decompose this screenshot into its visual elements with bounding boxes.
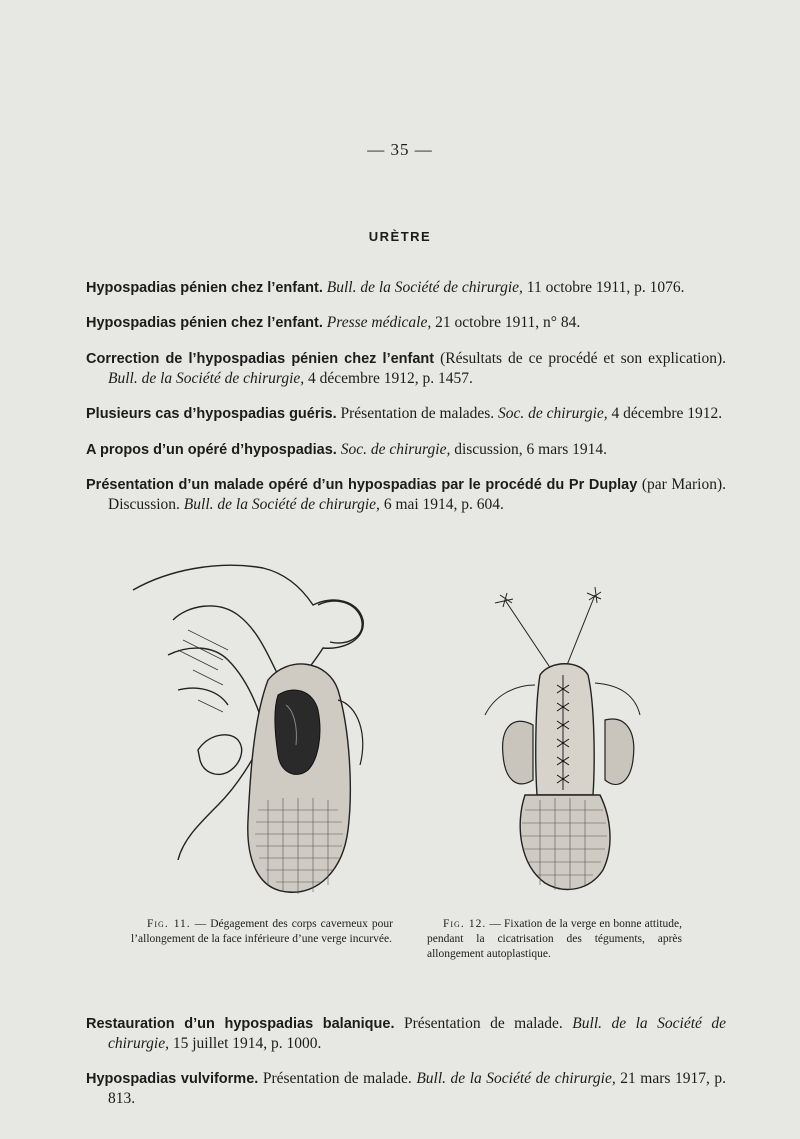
entry-tail: discussion, 6 mars 1914. (450, 440, 608, 458)
entry-source: Bull. de la Société de chirurgie, (108, 369, 305, 387)
bibliography-entry (86, 349, 726, 389)
entry-text: (Résultats de ce procédé et son explication). (434, 349, 726, 367)
entry-tail: 11 octobre 1911, p. 1076. (522, 278, 685, 296)
entry-source: Bull. de la Société de chirurgie, (416, 1070, 616, 1087)
organ-drawing (485, 664, 640, 890)
bibliography-entry (86, 313, 726, 333)
figure-12-caption (427, 917, 682, 962)
entry-source: Presse médicale, (326, 314, 432, 331)
entry-text: Présentation de malade. (258, 1070, 417, 1087)
bibliography-list-bottom (86, 998, 726, 1121)
entry-tail: 21 mars 1917, p. 813. (108, 1070, 726, 1107)
bibliography-entry (86, 278, 726, 298)
figure-12-illustration (455, 565, 690, 905)
figure-11-caption (131, 917, 393, 947)
bibliography-list-top (86, 262, 726, 527)
entry-tail: 6 mai 1914, p. 604. (379, 496, 504, 513)
figure-label: Fig. 11. (147, 918, 191, 930)
figure-11-illustration (128, 560, 388, 905)
entry-source: Bull. de la Société de chirurgie, (108, 1014, 726, 1052)
entry-tail: 4 décembre 1912, p. 1457. (304, 369, 473, 387)
entry-title: Hypospadias pénien chez l’enfant. (86, 279, 323, 296)
entry-title: Plusieurs cas d’hypospadias guéris. (86, 406, 337, 422)
bibliography-entry (86, 1014, 726, 1054)
organ-drawing (248, 664, 363, 894)
page-number: — 35 — (367, 140, 433, 159)
entry-source: Soc. de chirurgie, (340, 440, 451, 458)
entry-text: Présentation de malade. (394, 1014, 573, 1032)
entry-title: Présentation d’un malade opéré d’un hypospadias par le procédé du Pr Duplay (86, 477, 638, 493)
bibliography-entry (86, 440, 726, 460)
bibliography-entry (86, 475, 726, 515)
figure-label: Fig. 12. (443, 918, 487, 930)
caption-text: — Fixation de la verge en bonne attitude, pendant la cicatrisation des téguments, après allongement autoplastique. (427, 918, 682, 960)
entry-title: Correction de l’hypospadias pénien chez l’enfant (86, 350, 435, 367)
bibliography-entry (86, 1069, 726, 1109)
entry-text: (par Marion). Discussion. (108, 476, 726, 513)
section-title: URÈTRE (368, 229, 432, 244)
entry-tail: 4 décembre 1912. (607, 405, 723, 422)
entry-title: A propos d’un opéré d’hypospadias. (86, 441, 337, 458)
caption-text: — Dégagement des corps caverneux pour l’allongement de la face inférieure d’une verge incurvée. (131, 918, 393, 945)
entry-text: Présentation de malades. (336, 405, 499, 422)
entry-title: Hypospadias vulviforme. (86, 1071, 259, 1087)
entry-source: Bull. de la Société de chirurgie, (326, 278, 523, 296)
bibliography-entry (86, 404, 726, 424)
entry-tail: 21 octobre 1911, n° 84. (431, 314, 581, 331)
entry-source: Soc. de chirurgie, (498, 405, 608, 422)
entry-title: Restauration d’un hypospadias balanique. (86, 1015, 395, 1032)
entry-title: Hypospadias pénien chez l’enfant. (86, 315, 323, 331)
entry-source: Bull. de la Société de chirurgie, (183, 496, 380, 513)
entry-tail: 15 juillet 1914, p. 1000. (169, 1034, 322, 1052)
